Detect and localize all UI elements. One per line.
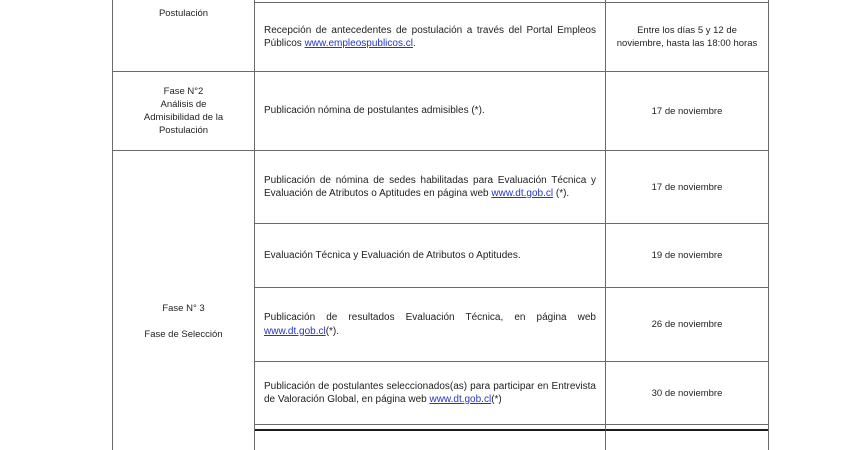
date-cell — [606, 224, 768, 288]
date-cell — [606, 3, 768, 72]
table-cell-bottom-sliver-date — [606, 431, 768, 450]
activity-text-post: (*). — [325, 325, 340, 337]
activity-cell-resultados — [255, 288, 606, 362]
activity-text: Recepción de antecedentes de postulación a través del Portal Empleos Públicos — [264, 24, 596, 49]
phase-label-line: Fase N°2 — [163, 86, 204, 97]
date-cell — [606, 151, 768, 224]
activity-text: Publicación nómina de postulantes admisibles (*). — [264, 105, 485, 117]
activity-cell-evaluacion-tecnica — [255, 224, 606, 288]
phase-label: Postulación — [158, 7, 209, 19]
phase-cell-postulacion — [113, 0, 255, 72]
link-empleospublicos[interactable]: www.empleospublicos.cl — [304, 38, 413, 49]
activity-cell-sedes-habilitadas — [255, 151, 606, 224]
activity-text-post: . — [412, 38, 416, 49]
activity-text-post: (*) — [491, 394, 502, 405]
activity-text: Publicación de resultados Evaluación Técnica, en página web — [264, 312, 596, 323]
phase-cell-fase3-seleccion — [113, 151, 255, 450]
link-dtgob[interactable]: www.dt.gob.cl — [491, 188, 554, 199]
table-cell-bottom-sliver-activity — [255, 431, 606, 450]
date-cell — [606, 72, 768, 151]
phase-label-line — [119, 315, 248, 328]
phase-label-line: Fase de Selección — [144, 329, 223, 340]
phase-label-line: Postulación — [158, 125, 209, 136]
activity-text: Evaluación Técnica y Evaluación de Atributos o Aptitudes. — [264, 249, 521, 261]
phase-label-line: Fase N° 3 — [162, 303, 205, 314]
activity-text: Publicación de nómina de sedes habilitadas para Evaluación Técnica y Evaluación de Atributos o Aptitudes en página web — [264, 174, 596, 199]
phase-cell-fase2-admisibilidad — [113, 72, 255, 151]
date-text: 17 de noviembre — [651, 105, 723, 117]
activity-cell-recepcion — [255, 3, 606, 72]
date-text: 30 de noviembre — [651, 387, 723, 399]
phase-label-line: Admisibilidad de la — [143, 112, 224, 123]
date-cell — [606, 362, 768, 425]
activity-cell-nomina-admisibles — [255, 72, 606, 151]
link-dtgob[interactable]: www.dt.gob.cl — [429, 394, 492, 405]
activity-text: Publicación de postulantes seleccionados(as) para participar en Entrevista de Valoración Global, en página web — [264, 380, 596, 405]
link-dtgob[interactable]: www.dt.gob.cl — [264, 325, 326, 337]
schedule-table — [112, 0, 769, 450]
activity-cell-seleccionados — [255, 362, 606, 425]
phase-label-line: Análisis de — [160, 99, 207, 110]
date-text: 26 de noviembre — [651, 319, 723, 330]
date-text: 19 de noviembre — [651, 250, 723, 261]
date-cell — [606, 288, 768, 362]
activity-text-post: (*). — [553, 188, 570, 199]
date-text: 17 de noviembre — [651, 181, 723, 193]
date-text: Entre los días 5 y 12 de noviembre, hasta las 18:00 horas — [616, 25, 758, 49]
